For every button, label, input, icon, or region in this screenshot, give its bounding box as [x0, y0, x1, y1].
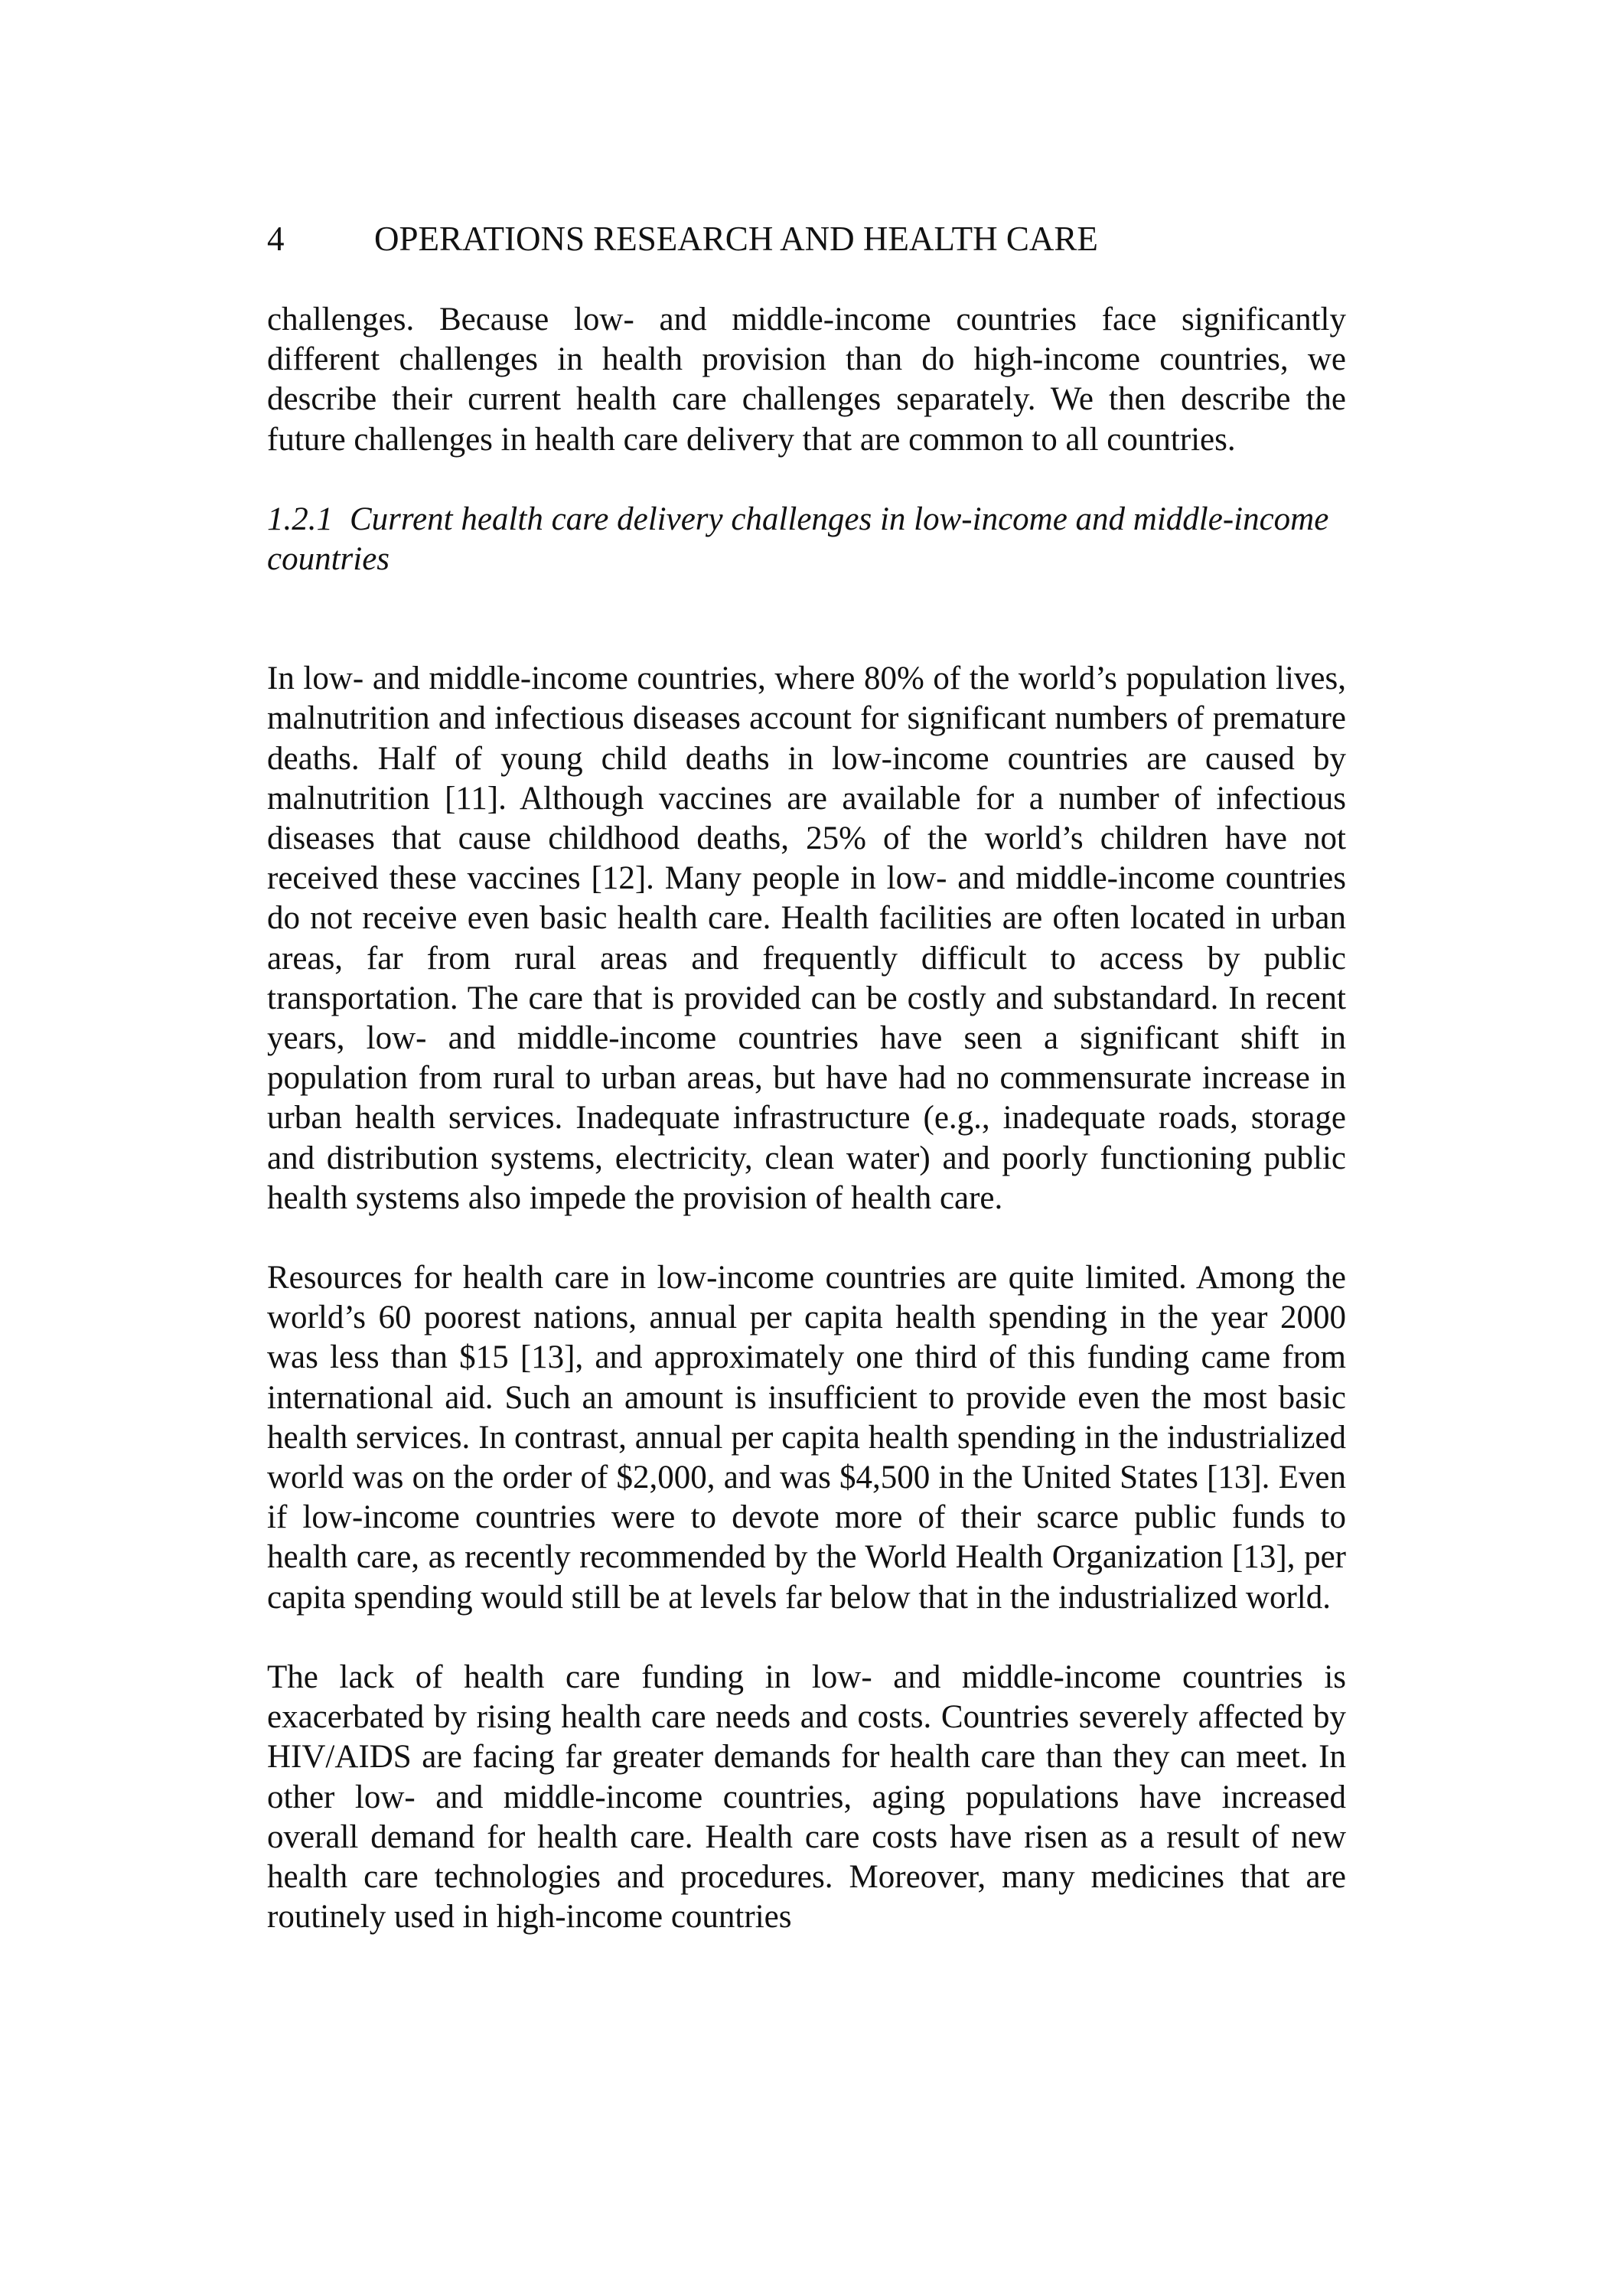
paragraph-1: In low- and middle-income countries, where 80% of the world’s population lives, malnutrition and infectious diseases account for significant numbers of premature deaths. Half of young child deaths in low-income countries are caused by malnutrition [11]. Although vaccines are available for a number of infectious diseases that cause childhood deaths, 25% of the world’s children have not received these vaccines [12]. Many people in low- and middle-income countries do not receive even basic health care. Health facilities are often located in urban areas, far from rural areas and frequently difficult to access by public transportation. The care that is provided can be costly and substandard. In recent years, low- and middle-income countries have seen a significant shift in population from rural to urban areas, but have had no commensurate increase in urban health services. Inadequate infrastructure (e.g., inadequate roads, storage and distribution systems, electricity, clean water) and poorly functioning public health systems also impede the provision of health care. [267, 660, 1346, 1216]
section-title: Current health care delivery challenges in low-income and middle-income countries [267, 501, 1329, 578]
page [267, 217, 1346, 1937]
running-head [267, 217, 1346, 260]
paragraph-intro: challenges. Because low- and middle-income countries face significantly different challenges in health provision than do high-income countries, we describe their current health care challenges separately. We then describe the future challenges in health care delivery that are common to all countries. [267, 302, 1346, 458]
body-text [267, 300, 1346, 1937]
section-number: 1.2.1 [267, 501, 333, 537]
paragraph-2: Resources for health care in low-income countries are quite limited. Among the world’s 60 poorest nations, annual per capita health spending in the year 2000 was less than $15 [13], and approximately one third of this funding came from international aid. Such an amount is insufficient to provide even the most basic health services. In contrast, annual per capita health spending in the industrialized world was on the order of $2,000, and was $4,500 in the United States [13]. Even if low-income countries were to devote more of their scarce public funds to health care, as recently recommended by the World Health Organization [13], per capita spending would still be at levels far below that in the industrialized world. [267, 1260, 1346, 1616]
section-heading [267, 500, 1346, 579]
paragraph-3: The lack of health care funding in low- and middle-income countries is exacerbated by rising health care needs and costs. Countries severely affected by HIV/AIDS are facing far greater demands for health care than they can meet. In other low- and middle-income countries, aging populations have increased overall demand for health care. Health care costs have risen as a result of new health care technologies and procedures. Moreover, many medicines that are routinely used in high-income countries [267, 1658, 1346, 1936]
running-title: OPERATIONS RESEARCH AND HEALTH CARE [374, 220, 1098, 258]
page-number: 4 [267, 220, 285, 258]
